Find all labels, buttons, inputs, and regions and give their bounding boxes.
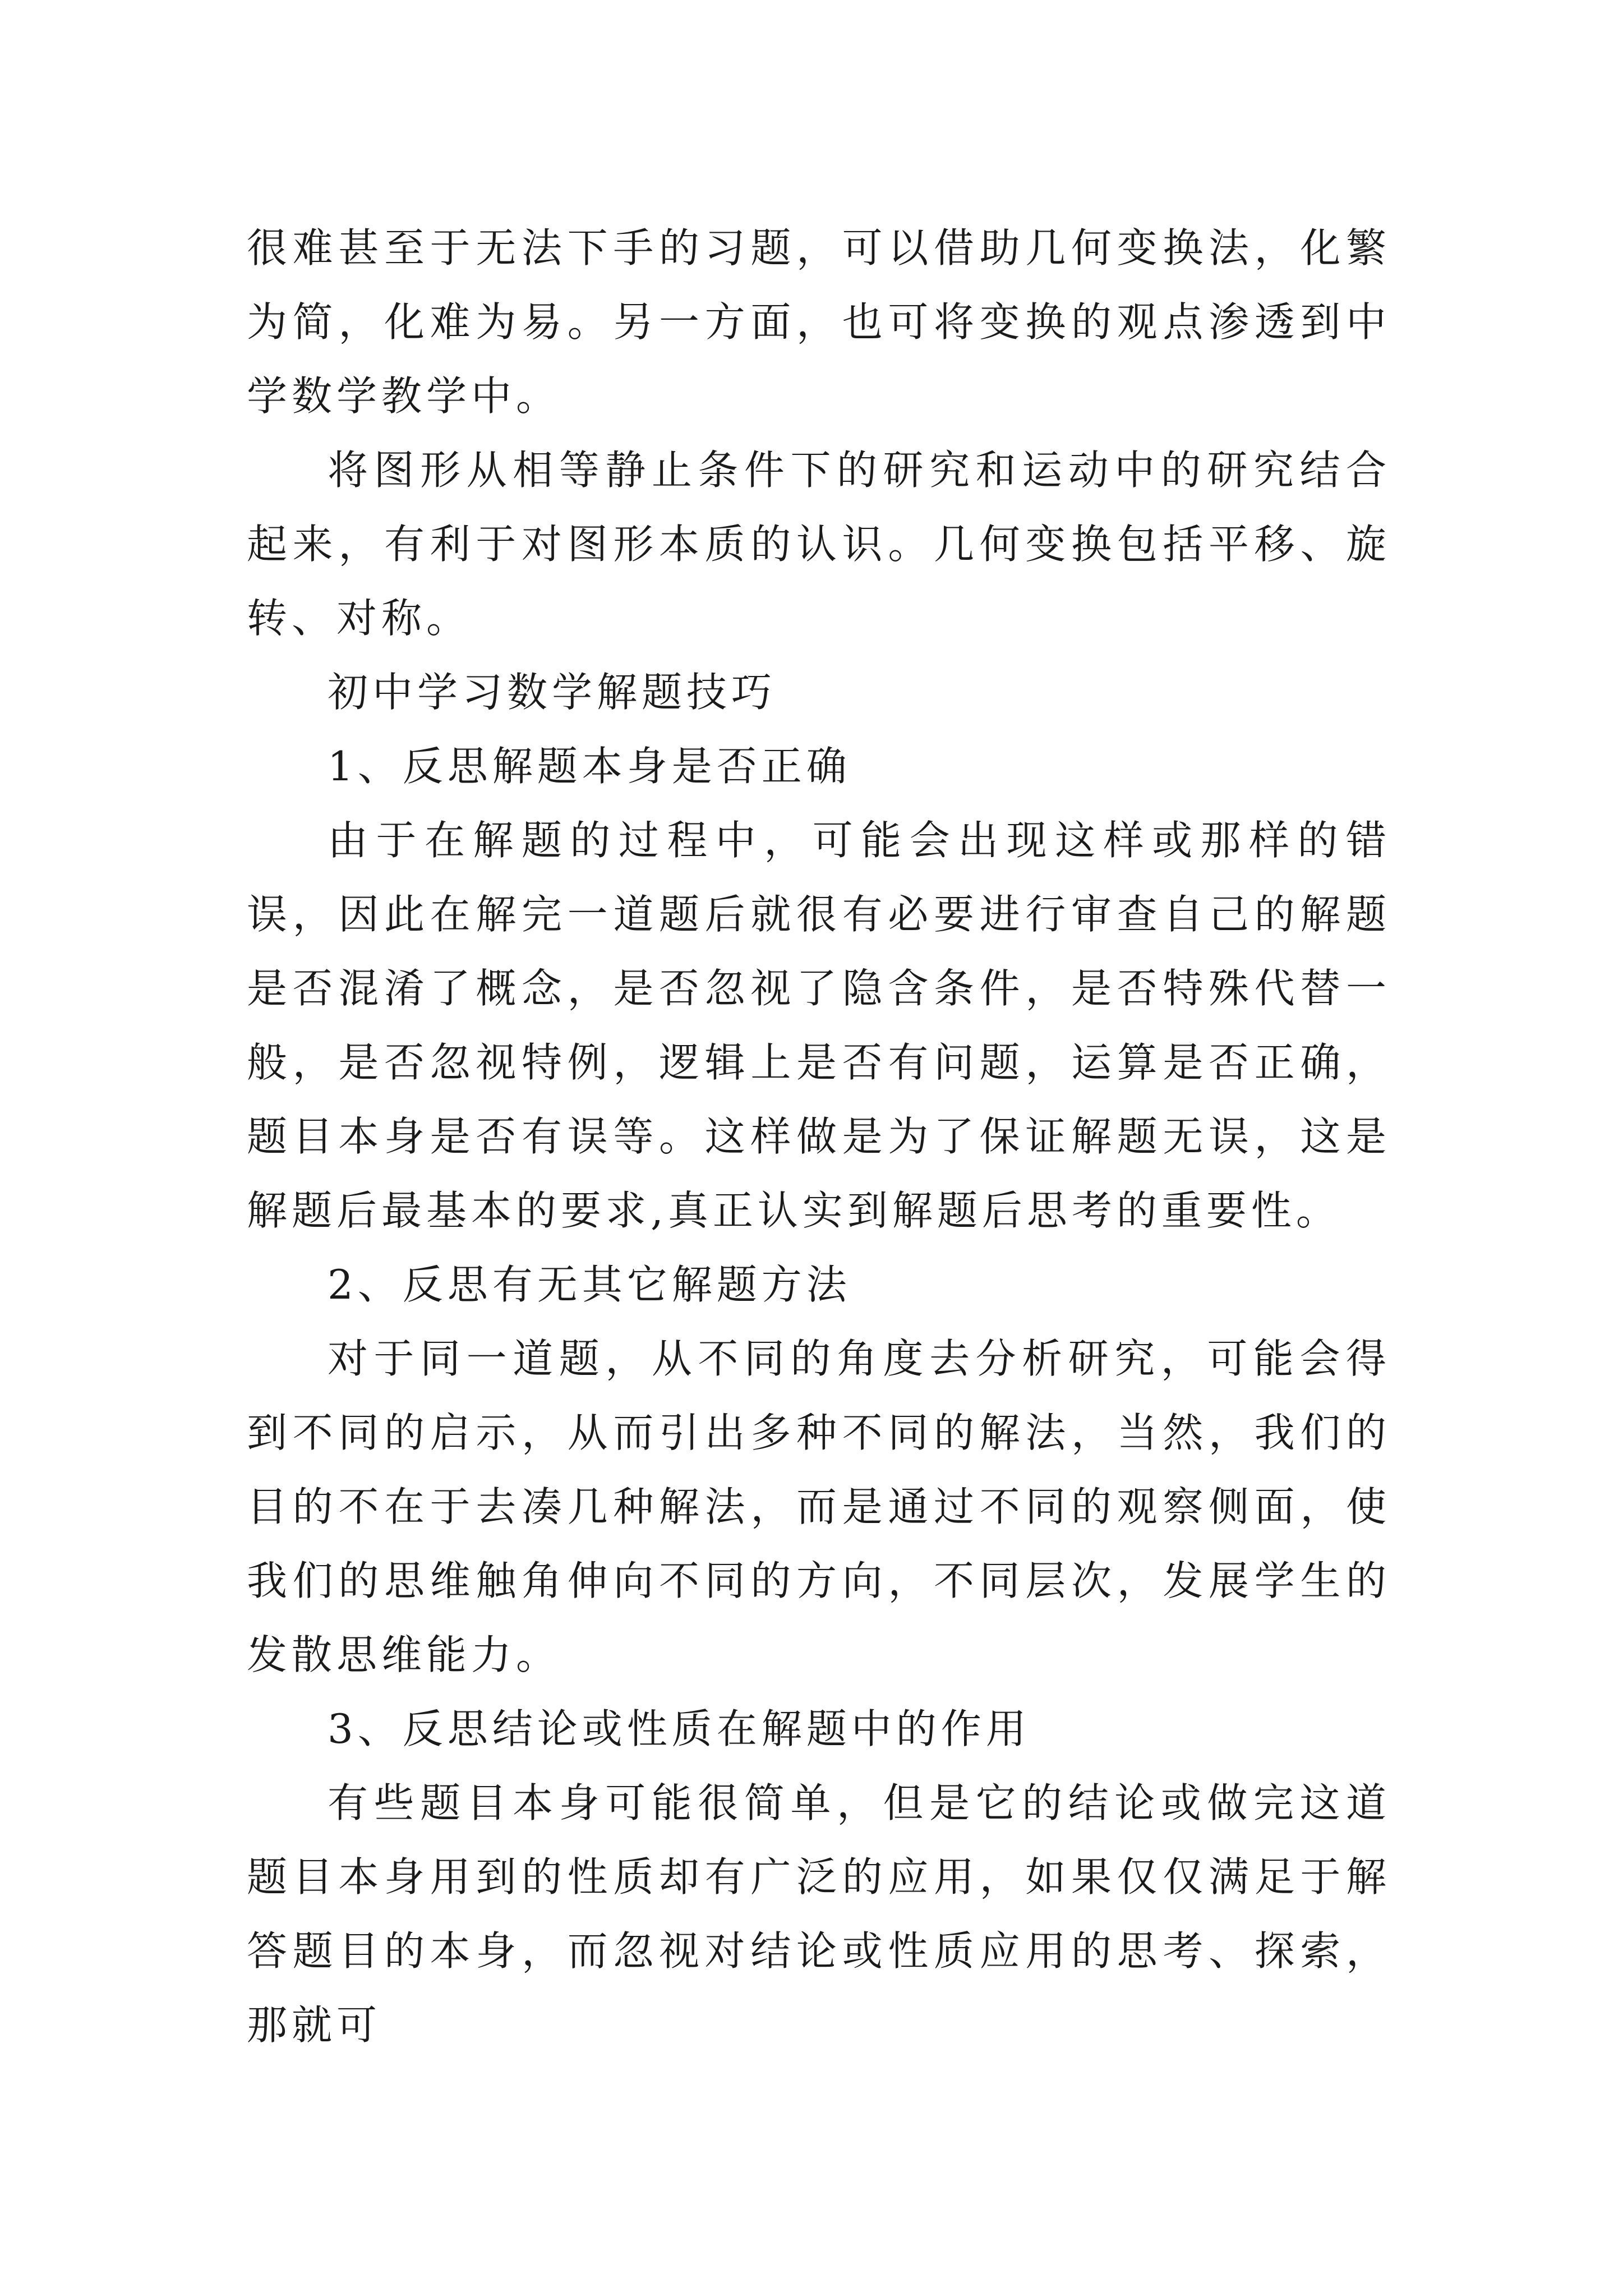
document-body xyxy=(247,211,1391,2062)
subheading-1: 1、反思解题本身是否正确 xyxy=(328,743,851,790)
paragraph-reflect-correctness: 由于在解题的过程中，可能会出现这样或那样的错误，因此在解完一道题后就很有必要进行审查自己的解题是否混淆了概念，是否忽视了隐含条件，是否特殊代替一般，是否忽视特例，逻辑上是否有问题，运算是否正确，题目本身是否有误等。这样做是为了保证解题无误，这是解题后最基本的要求,真正认实到解题后思考的重要性。 xyxy=(247,817,1391,1234)
paragraph-conclusion-role: 有些题目本身可能很简单，但是它的结论或做完这道题目本身用到的性质却有广泛的应用，如果仅仅满足于解答题目的本身，而忽视对结论或性质应用的思考、探索，那就可 xyxy=(247,1779,1391,2049)
paragraph-geometry-transform: 将图形从相等静止条件下的研究和运动中的研究结合起来，有利于对图形本质的认识。几何变换包括平移、旋转、对称。 xyxy=(247,447,1391,642)
section-title: 初中学习数学解题技巧 xyxy=(328,669,777,716)
paragraph-other-methods: 对于同一道题，从不同的角度去分析研究，可能会得到不同的启示，从而引出多种不同的解法，当然，我们的目的不在于去凑几种解法，而是通过不同的观察侧面，使我们的思维触角伸向不同的方向，不同层次，发展学生的发散思维能力。 xyxy=(247,1335,1391,1678)
paragraph-continuation: 很难甚至于无法下手的习题，可以借助几何变换法，化繁为简，化难为易。另一方面，也可将变换的观点渗透到中学数学教学中。 xyxy=(247,224,1391,420)
subheading-2: 2、反思有无其它解题方法 xyxy=(328,1261,851,1308)
subheading-3: 3、反思结论或性质在解题中的作用 xyxy=(328,1705,1031,1752)
